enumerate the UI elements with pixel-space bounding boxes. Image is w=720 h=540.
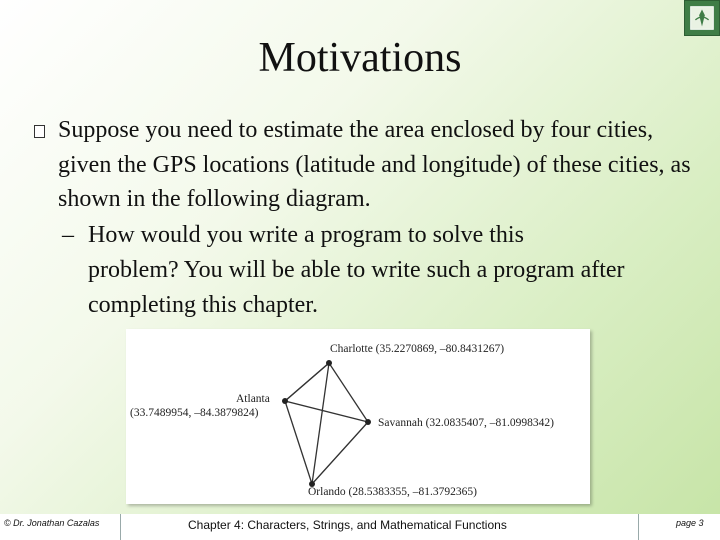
university-logo [684,0,720,36]
footer-page-number: page 3 [676,518,704,528]
quadrilateral-edges [285,363,368,484]
main-paragraph: Suppose you need to estimate the area enclosed by four cities, given the GPS locations (latitude and longitude) of these cities, as shown in the following diagram. [58,117,691,212]
charlotte-label: Charlotte (35.2270869, –80.8431267) [330,343,505,355]
edge-atlanta-orlando [285,401,312,484]
edge-savannah-orlando [312,422,368,484]
sub-bullet-rest: problem? You will be able to write such a program after completing this chapter. [88,257,625,318]
square-bullet-icon [34,125,45,138]
atlanta-coords: (33.7489954, –84.3879824) [130,407,259,419]
cities-diagram [126,329,590,504]
atlanta-point [282,398,288,404]
seal-icon [685,1,719,35]
savannah-label: Savannah (32.0835407, –81.0998342) [378,417,554,429]
orlando-label: Orlando (28.5383355, –81.3792365) [308,486,477,498]
savannah-point [365,419,371,425]
edge-charlotte-atlanta [285,363,329,401]
sub-bullet [62,218,682,323]
footer-divider [638,514,639,540]
cities-diagram-svg [126,329,590,504]
footer-divider [120,514,121,540]
sub-bullet-line1: How would you write a program to solve this [88,222,524,248]
footer-chapter: Chapter 4: Characters, Strings, and Mathematical Functions [188,518,507,532]
slide-title: Motivations [258,35,462,81]
dash-marker: – [62,222,74,248]
atlanta-label: Atlanta [236,393,270,405]
footer-author: © Dr. Jonathan Cazalas [4,518,100,528]
charlotte-point [326,360,332,366]
